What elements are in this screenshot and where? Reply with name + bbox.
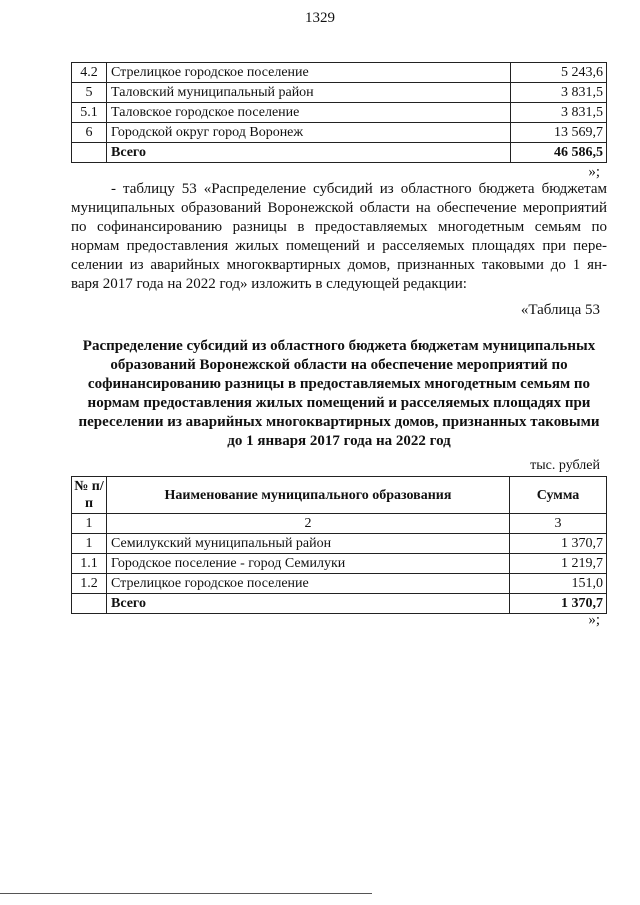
table-row: [72, 574, 607, 594]
header-row: [72, 477, 607, 514]
total-row: [72, 594, 607, 614]
index-number: 1: [72, 514, 107, 534]
row-number: 6: [72, 123, 107, 143]
row-name: Таловское городское поселение: [107, 103, 511, 123]
table-row: [72, 123, 607, 143]
amendment-paragraph: [71, 180, 607, 294]
total-label: Всего: [107, 143, 511, 163]
total-label: Всего: [107, 594, 510, 614]
paragraph-line: селении из аварийных многоквартирных домов, признанных таковыми до 1 ян-: [71, 257, 607, 273]
table-row: [72, 534, 607, 554]
row-name: Таловский муниципальный район: [107, 83, 511, 103]
footer-divider: [0, 893, 372, 894]
heading-line: Распределение субсидий из областного бюджета бюджетам муниципальных: [82, 338, 596, 354]
main-table: [71, 476, 607, 614]
row-amount: 1 370,7: [510, 534, 607, 554]
paragraph-line: варя 2017 года на 2022 год» изложить в следующей редакции:: [71, 276, 467, 292]
paragraph-line: нормам предоставления жилых помещений и расселяемых площадях при пере-: [71, 238, 607, 254]
table-row: [72, 83, 607, 103]
row-name: Городской округ город Воронеж: [107, 123, 511, 143]
header-amount: Сумма: [510, 477, 607, 514]
heading-line: до 1 января 2017 года на 2022 год: [227, 433, 451, 449]
row-name: Семилукский муниципальный район: [107, 534, 510, 554]
total-amount: 1 370,7: [510, 594, 607, 614]
row-name: Стрелицкое городское поселение: [107, 574, 510, 594]
paragraph-line: по софинансированию разницы в предоставляемых многодетным семьям по: [71, 219, 607, 235]
header-number: № п/п: [72, 477, 107, 514]
table-row: [72, 103, 607, 123]
index-name: 2: [107, 514, 510, 534]
top-table: [71, 62, 607, 163]
paragraph-line: - таблицу 53 «Распределение субсидий из областного бюджета бюджетам: [111, 181, 607, 197]
row-amount: 5 243,6: [511, 63, 607, 83]
row-amount: 3 831,5: [511, 103, 607, 123]
closing-quote: »;: [588, 164, 600, 180]
row-number: 5: [72, 83, 107, 103]
total-row: [72, 143, 607, 163]
row-number: 1.2: [72, 574, 107, 594]
paragraph-line: муниципальных образований Воронежской области на обеспечение мероприятий: [71, 200, 607, 216]
row-number: 5.1: [72, 103, 107, 123]
row-number: 1.1: [72, 554, 107, 574]
table-caption: «Таблица 53: [520, 302, 600, 318]
total-amount: 46 586,5: [511, 143, 607, 163]
units-label: тыс. рублей: [530, 458, 600, 473]
header-name: Наименование муниципального образования: [107, 477, 510, 514]
page-number: 1329: [305, 10, 335, 26]
table-heading: [71, 337, 607, 451]
heading-line: образований Воронежской области на обеспечение мероприятий по: [110, 357, 568, 373]
index-amount: 3: [510, 514, 607, 534]
row-amount: 13 569,7: [511, 123, 607, 143]
heading-line: переселении из аварийных многоквартирных домов, признанных таковыми: [78, 414, 600, 430]
row-name: Стрелицкое городское поселение: [107, 63, 511, 83]
index-row: [72, 514, 607, 534]
row-name: Городское поселение - город Семилуки: [107, 554, 510, 574]
table-row: [72, 554, 607, 574]
row-amount: 1 219,7: [510, 554, 607, 574]
row-amount: 3 831,5: [511, 83, 607, 103]
row-amount: 151,0: [510, 574, 607, 594]
row-number: 1: [72, 534, 107, 554]
heading-line: софинансированию разницы в предоставляемых многодетным семьям по: [87, 376, 591, 392]
row-number: 4.2: [72, 63, 107, 83]
table-row: [72, 63, 607, 83]
heading-line: нормам предоставления жилых помещений и расселяемых площадях при: [87, 395, 591, 411]
closing-quote: »;: [588, 612, 600, 628]
